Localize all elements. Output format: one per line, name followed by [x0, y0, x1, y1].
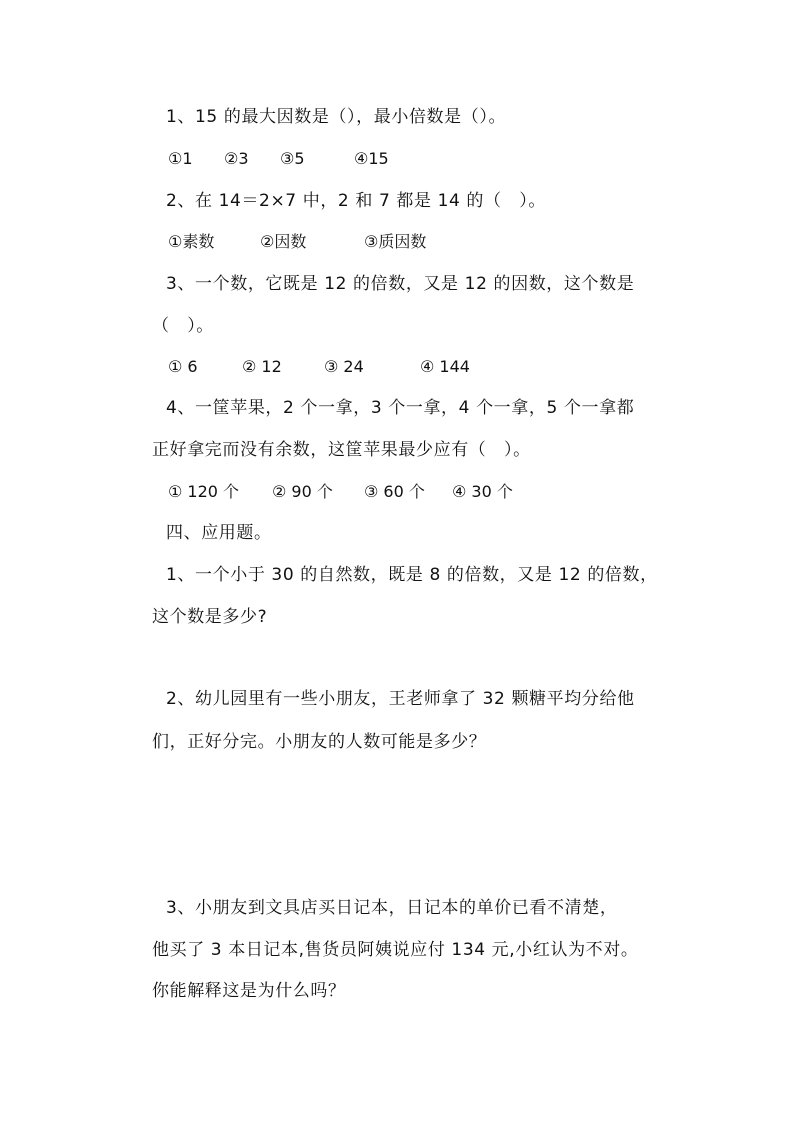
q3-option-3: ③ 24 — [324, 357, 364, 376]
problem-2-line-1: 2、幼儿园里有一些小朋友，王老师拿了 32 颗糖平均分给他 — [166, 689, 635, 709]
q3-option-2: ② 12 — [242, 357, 282, 376]
q4-option-1: ① 120 个 — [168, 482, 240, 501]
q4-option-2: ② 90 个 — [272, 482, 333, 501]
q3-option-1: ① 6 — [168, 357, 198, 376]
problem-2-line-2: 们，正好分完。小朋友的人数可能是多少？ — [152, 732, 487, 752]
question-1: 1、15 的最大因数是（），最小倍数是（）。 — [166, 107, 507, 127]
problem-3-line-3: 你能解释这是为什么吗？ — [152, 981, 346, 1001]
q1-option-2: ②3 — [224, 149, 249, 168]
question-2: 2、在 14＝2×7 中，2 和 7 都是 14 的（ ）。 — [166, 191, 546, 211]
question-4-line-1: 4、一筐苹果，2 个一拿，3 个一拿，4 个一拿，5 个一拿都 — [166, 398, 635, 418]
problem-1-line-1: 1、一个小于 30 的自然数，既是 8 的倍数，又是 12 的倍数， — [166, 565, 658, 585]
q1-option-4: ④15 — [354, 149, 389, 168]
q4-option-3: ③ 60 个 — [364, 482, 425, 501]
section-4-heading: 四、应用题。 — [166, 523, 272, 543]
q2-option-2: ②因数 — [260, 232, 307, 251]
problem-3-line-2: 他买了 3 本日记本,售货员阿姨说应付 134 元,小红认为不对。 — [152, 940, 639, 960]
question-3-line-1: 3、一个数，它既是 12 的倍数，又是 12 的因数，这个数是 — [166, 274, 635, 294]
q4-option-4: ④ 30 个 — [452, 482, 513, 501]
q2-option-1: ①素数 — [168, 232, 215, 251]
q2-option-3: ③质因数 — [364, 232, 427, 251]
q1-option-3: ③5 — [280, 149, 305, 168]
problem-3-line-1: 3、小朋友到文具店买日记本，日记本的单价已看不清楚， — [166, 898, 618, 918]
q3-option-4: ④ 144 — [420, 357, 470, 376]
question-4-line-2: 正好拿完而没有余数，这筐苹果最少应有（ ）。 — [152, 440, 531, 460]
problem-1-line-2: 这个数是多少? — [152, 607, 268, 627]
question-3-line-2: （ ）。 — [152, 316, 214, 336]
q1-option-1: ①1 — [168, 149, 193, 168]
